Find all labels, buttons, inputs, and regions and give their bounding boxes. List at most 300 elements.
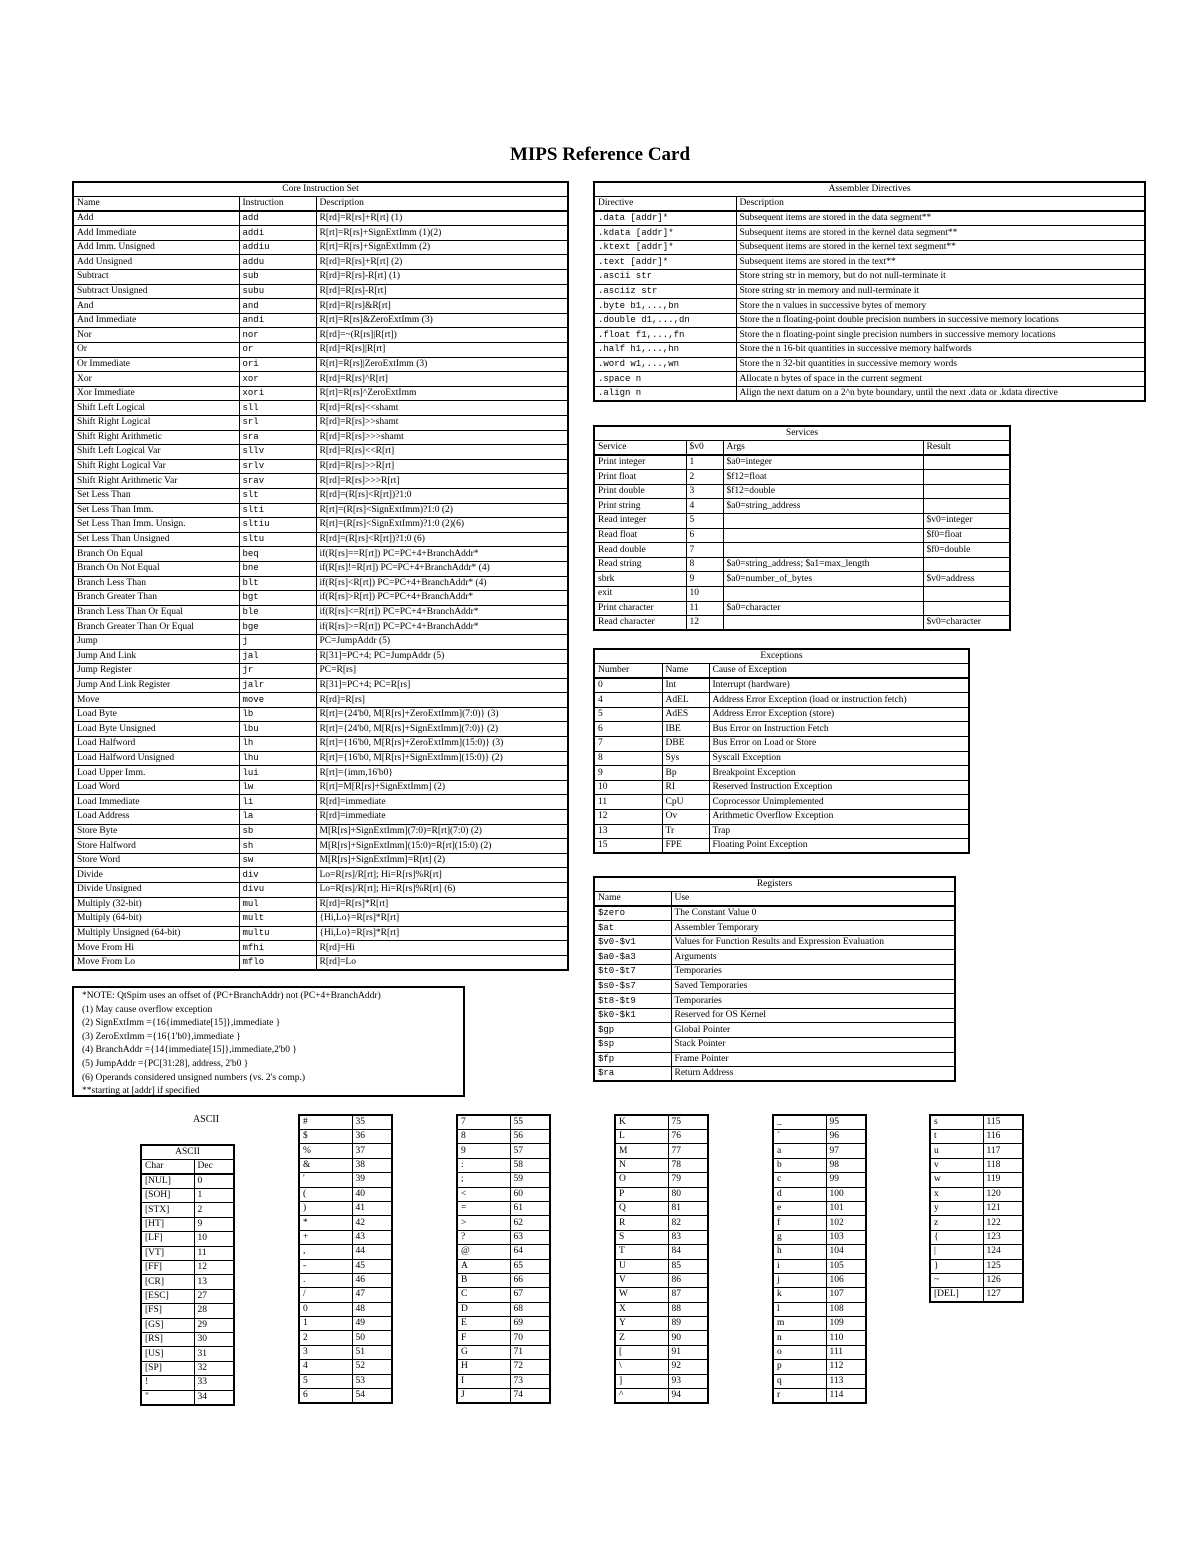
directive-description: Store string str in memory and null-terminate it bbox=[736, 284, 1145, 299]
instruction-mnemonic: sw bbox=[239, 853, 316, 868]
table-row bbox=[73, 591, 568, 606]
instruction-mnemonic: srlv bbox=[239, 459, 316, 474]
instruction-mnemonic: add bbox=[239, 211, 316, 226]
exception-number: 13 bbox=[594, 824, 662, 839]
instruction-description: R[31]=PC+4; PC=JumpAddr (5) bbox=[316, 649, 568, 664]
service-args: $a0=integer bbox=[723, 455, 923, 470]
table-row bbox=[594, 557, 1010, 572]
table-row bbox=[615, 1173, 708, 1187]
instruction-name: Load Byte Unsigned bbox=[73, 722, 239, 737]
table-row bbox=[299, 1389, 392, 1404]
ascii-char: J bbox=[457, 1389, 510, 1404]
ascii-dec: 127 bbox=[983, 1288, 1023, 1303]
table-row bbox=[141, 1232, 234, 1246]
table-row bbox=[141, 1174, 234, 1189]
instruction-description: R[rd]=R[rs] bbox=[316, 693, 568, 708]
table-row bbox=[141, 1376, 234, 1390]
ascii-dec: 75 bbox=[668, 1115, 708, 1130]
table-row bbox=[73, 780, 568, 795]
instruction-name: Add Unsigned bbox=[73, 255, 239, 270]
table-row bbox=[594, 226, 1145, 241]
ascii-char: [STX] bbox=[141, 1203, 194, 1217]
directive-name: .space n bbox=[594, 372, 736, 387]
ascii-dec: 55 bbox=[510, 1115, 550, 1130]
table-row bbox=[73, 226, 568, 241]
instruction-mnemonic: mult bbox=[239, 912, 316, 927]
table-row bbox=[615, 1288, 708, 1302]
table-row bbox=[930, 1245, 1023, 1259]
exception-cause: Syscall Exception bbox=[709, 751, 969, 766]
instruction-mnemonic: andi bbox=[239, 313, 316, 328]
instruction-mnemonic: move bbox=[239, 693, 316, 708]
service-name: Read float bbox=[594, 528, 686, 543]
directive-name: .float f1,...,fn bbox=[594, 328, 736, 343]
ascii-dec: 107 bbox=[826, 1288, 866, 1302]
exception-cause: Bus Error on Instruction Fetch bbox=[709, 722, 969, 737]
instruction-description: R[rt]={16'b0, M[R[rs]+SignExtImm](15:0)} (2) bbox=[316, 751, 568, 766]
register-use: The Constant Value 0 bbox=[671, 906, 955, 921]
instruction-description: R[rt]={24'b0, M[R[rs]+SignExtImm](7:0)} (2) bbox=[316, 722, 568, 737]
ascii-dec: 72 bbox=[510, 1360, 550, 1374]
table-row bbox=[457, 1273, 550, 1287]
column-header: Cause of Exception bbox=[709, 664, 969, 679]
table-row bbox=[73, 503, 568, 518]
ascii-dec: 88 bbox=[668, 1302, 708, 1316]
ascii-dec: 77 bbox=[668, 1144, 708, 1158]
instruction-name: Multiply (32-bit) bbox=[73, 897, 239, 912]
ascii-dec: 122 bbox=[983, 1216, 1023, 1230]
table-row bbox=[73, 620, 568, 635]
instruction-name: Branch Less Than Or Equal bbox=[73, 605, 239, 620]
table-row bbox=[141, 1347, 234, 1361]
ascii-dec: 86 bbox=[668, 1273, 708, 1287]
exception-number: 5 bbox=[594, 707, 662, 722]
instruction-name: Branch Greater Than Or Equal bbox=[73, 620, 239, 635]
table-row bbox=[773, 1374, 866, 1388]
exception-name: DBE bbox=[662, 737, 709, 752]
ascii-dec: 89 bbox=[668, 1317, 708, 1331]
exception-cause: Address Error Exception (load or instruction fetch) bbox=[709, 693, 969, 708]
ascii-dec: 31 bbox=[194, 1347, 234, 1361]
table-row bbox=[930, 1201, 1023, 1215]
table-row bbox=[299, 1130, 392, 1144]
service-result: $v0=character bbox=[923, 616, 1010, 631]
service-args bbox=[723, 616, 923, 631]
table-row bbox=[594, 270, 1145, 285]
service-code: 6 bbox=[686, 528, 723, 543]
register-use: Temporaries bbox=[671, 965, 955, 980]
instruction-name: Shift Left Logical Var bbox=[73, 445, 239, 460]
table-row bbox=[73, 211, 568, 226]
table-row bbox=[73, 737, 568, 752]
table-row bbox=[457, 1130, 550, 1144]
table-row bbox=[930, 1216, 1023, 1230]
table-row bbox=[73, 883, 568, 898]
ascii-dec: 83 bbox=[668, 1230, 708, 1244]
ascii-char: G bbox=[457, 1345, 510, 1359]
directive-description: Subsequent items are stored in the data segment** bbox=[736, 211, 1145, 226]
instruction-name: Set Less Than Unsigned bbox=[73, 532, 239, 547]
ascii-char: W bbox=[615, 1288, 668, 1302]
ascii-char: [HT] bbox=[141, 1217, 194, 1231]
ascii-dec: 84 bbox=[668, 1245, 708, 1259]
ascii-char: [GS] bbox=[141, 1318, 194, 1332]
ascii-char: h bbox=[773, 1245, 826, 1259]
ascii-dec: 42 bbox=[352, 1216, 392, 1230]
instruction-name: Add Imm. Unsigned bbox=[73, 240, 239, 255]
instruction-description: R[rd]=R[rs]^R[rt] bbox=[316, 372, 568, 387]
register-name: $zero bbox=[594, 906, 671, 921]
ascii-dec: 11 bbox=[194, 1246, 234, 1260]
ascii-char: P bbox=[615, 1187, 668, 1201]
table-row bbox=[73, 328, 568, 343]
ascii-dec: 65 bbox=[510, 1259, 550, 1273]
table-row bbox=[594, 810, 969, 825]
exception-name: IBE bbox=[662, 722, 709, 737]
column-header: Directive bbox=[594, 197, 736, 212]
directive-description: Allocate n bytes of space in the current segment bbox=[736, 372, 1145, 387]
table-row bbox=[930, 1288, 1023, 1303]
exception-name: AdES bbox=[662, 707, 709, 722]
exception-cause: Coprocessor Unimplemented bbox=[709, 795, 969, 810]
table-row bbox=[73, 693, 568, 708]
ascii-char: " bbox=[141, 1390, 194, 1405]
ascii-char: ( bbox=[299, 1187, 352, 1201]
ascii-dec: 87 bbox=[668, 1288, 708, 1302]
table-row bbox=[594, 240, 1145, 255]
ascii-dec: 80 bbox=[668, 1187, 708, 1201]
instruction-description: R[rt]={imm,16'b0} bbox=[316, 766, 568, 781]
table-row bbox=[594, 572, 1010, 587]
service-args: $f12=float bbox=[723, 470, 923, 485]
service-args: $a0=string_address; $a1=max_length bbox=[723, 557, 923, 572]
services-caption: Services bbox=[594, 426, 1010, 441]
directive-name: .byte b1,...,bn bbox=[594, 299, 736, 314]
table-row bbox=[594, 255, 1145, 270]
header-row bbox=[594, 664, 969, 679]
ascii-table-2 bbox=[298, 1114, 393, 1404]
table-row bbox=[73, 678, 568, 693]
table-row bbox=[457, 1345, 550, 1359]
instruction-mnemonic: blt bbox=[239, 576, 316, 591]
table-row bbox=[141, 1261, 234, 1275]
service-name: Print character bbox=[594, 601, 686, 616]
instruction-mnemonic: addiu bbox=[239, 240, 316, 255]
table-row bbox=[930, 1115, 1023, 1130]
instruction-name: Load Word bbox=[73, 780, 239, 795]
instruction-description: R[rt]=R[rs]+SignExtImm (1)(2) bbox=[316, 226, 568, 241]
table-row bbox=[615, 1360, 708, 1374]
instruction-description: R[rd]=R[rs]>>>R[rt] bbox=[316, 474, 568, 489]
instruction-description: R[rt]=R[rs]|ZeroExtImm (3) bbox=[316, 357, 568, 372]
ascii-dec: 33 bbox=[194, 1376, 234, 1390]
register-use: Assembler Temporary bbox=[671, 921, 955, 936]
ascii-char: I bbox=[457, 1374, 510, 1388]
ascii-char: L bbox=[615, 1130, 668, 1144]
ascii-char: ) bbox=[299, 1201, 352, 1215]
ascii-char: [RS] bbox=[141, 1333, 194, 1347]
ascii-dec: 54 bbox=[352, 1389, 392, 1404]
ascii-char: n bbox=[773, 1331, 826, 1345]
service-result bbox=[923, 499, 1010, 514]
column-header: Dec bbox=[194, 1160, 234, 1175]
instruction-mnemonic: slti bbox=[239, 503, 316, 518]
ascii-dec: 61 bbox=[510, 1201, 550, 1215]
directive-description: Subsequent items are stored in the text** bbox=[736, 255, 1145, 270]
exception-name: Int bbox=[662, 678, 709, 693]
instruction-name: Load Address bbox=[73, 810, 239, 825]
ascii-dec: 35 bbox=[352, 1115, 392, 1130]
table-row bbox=[73, 722, 568, 737]
table-row bbox=[615, 1158, 708, 1172]
service-code: 12 bbox=[686, 616, 723, 631]
ascii-char: - bbox=[299, 1259, 352, 1273]
instruction-description: if(R[rs]!=R[rt]) PC=PC+4+BranchAddr* (4) bbox=[316, 561, 568, 576]
ascii-dec: 96 bbox=[826, 1130, 866, 1144]
table-row bbox=[73, 824, 568, 839]
exception-name: Bp bbox=[662, 766, 709, 781]
table-row bbox=[615, 1389, 708, 1404]
table-row bbox=[73, 897, 568, 912]
table-row bbox=[773, 1345, 866, 1359]
ascii-char: [CR] bbox=[141, 1275, 194, 1289]
ascii-char: . bbox=[299, 1273, 352, 1287]
table-row bbox=[457, 1360, 550, 1374]
table-row bbox=[594, 587, 1010, 602]
table-row bbox=[457, 1245, 550, 1259]
instruction-mnemonic: and bbox=[239, 299, 316, 314]
table-row bbox=[73, 605, 568, 620]
ascii-char: : bbox=[457, 1158, 510, 1172]
instruction-mnemonic: bge bbox=[239, 620, 316, 635]
instruction-mnemonic: divu bbox=[239, 883, 316, 898]
instruction-name: Xor bbox=[73, 372, 239, 387]
instruction-mnemonic: ble bbox=[239, 605, 316, 620]
table-row bbox=[615, 1302, 708, 1316]
ascii-dec: 105 bbox=[826, 1259, 866, 1273]
table-row bbox=[594, 751, 969, 766]
ascii-dec: 114 bbox=[826, 1389, 866, 1404]
ascii-dec: 30 bbox=[194, 1333, 234, 1347]
ascii-char: w bbox=[930, 1173, 983, 1187]
table-row bbox=[299, 1144, 392, 1158]
table-row bbox=[773, 1317, 866, 1331]
register-name: $t8-$t9 bbox=[594, 994, 671, 1009]
instruction-mnemonic: srav bbox=[239, 474, 316, 489]
ascii-char: p bbox=[773, 1360, 826, 1374]
instruction-name: Shift Right Arithmetic bbox=[73, 430, 239, 445]
instruction-name: Xor Immediate bbox=[73, 386, 239, 401]
column-header: Service bbox=[594, 441, 686, 456]
ascii-dec: 82 bbox=[668, 1216, 708, 1230]
ascii-char: O bbox=[615, 1173, 668, 1187]
table-row bbox=[457, 1173, 550, 1187]
table-row bbox=[615, 1144, 708, 1158]
ascii-dec: 32 bbox=[194, 1361, 234, 1375]
header-row bbox=[141, 1160, 234, 1175]
exceptions-caption: Exceptions bbox=[594, 649, 969, 664]
table-row bbox=[299, 1331, 392, 1345]
service-name: Read string bbox=[594, 557, 686, 572]
instruction-description: R[rt]=R[rs]&ZeroExtImm (3) bbox=[316, 313, 568, 328]
table-row bbox=[594, 1052, 955, 1067]
table-row bbox=[594, 484, 1010, 499]
instruction-description: R[rd]=R[rs]-R[rt] bbox=[316, 284, 568, 299]
table-row bbox=[457, 1302, 550, 1316]
table-row bbox=[615, 1273, 708, 1287]
instruction-name: Load Halfword Unsigned bbox=[73, 751, 239, 766]
table-row bbox=[773, 1201, 866, 1215]
instruction-name: Jump bbox=[73, 634, 239, 649]
table-row bbox=[73, 853, 568, 868]
table-row bbox=[141, 1390, 234, 1405]
ascii-char: = bbox=[457, 1201, 510, 1215]
instruction-mnemonic: mflo bbox=[239, 955, 316, 970]
service-code: 9 bbox=[686, 572, 723, 587]
table-row bbox=[457, 1230, 550, 1244]
instruction-name: Subtract Unsigned bbox=[73, 284, 239, 299]
table-row bbox=[930, 1173, 1023, 1187]
ascii-dec: 39 bbox=[352, 1173, 392, 1187]
service-result bbox=[923, 587, 1010, 602]
ascii-dec: 85 bbox=[668, 1259, 708, 1273]
ascii-dec: 118 bbox=[983, 1158, 1023, 1172]
register-name: $k0-$k1 bbox=[594, 1008, 671, 1023]
ascii-dec: 29 bbox=[194, 1318, 234, 1332]
table-row bbox=[73, 343, 568, 358]
exception-number: 11 bbox=[594, 795, 662, 810]
instruction-mnemonic: sltiu bbox=[239, 518, 316, 533]
table-row bbox=[457, 1216, 550, 1230]
instruction-name: And bbox=[73, 299, 239, 314]
ascii-char: Q bbox=[615, 1201, 668, 1215]
table-row bbox=[773, 1288, 866, 1302]
instruction-name: Add Immediate bbox=[73, 226, 239, 241]
header-row bbox=[73, 197, 568, 212]
ascii-char: f bbox=[773, 1216, 826, 1230]
ascii-dec: 125 bbox=[983, 1259, 1023, 1273]
ascii-dec: 76 bbox=[668, 1130, 708, 1144]
ascii-dec: 13 bbox=[194, 1275, 234, 1289]
ascii-dec: 70 bbox=[510, 1331, 550, 1345]
instruction-mnemonic: nor bbox=[239, 328, 316, 343]
instruction-name: And Immediate bbox=[73, 313, 239, 328]
instruction-description: R[rt]={16'b0, M[R[rs]+ZeroExtImm](15:0)} (3) bbox=[316, 737, 568, 752]
service-result bbox=[923, 557, 1010, 572]
ascii-char: \ bbox=[615, 1360, 668, 1374]
instruction-name: Set Less Than Imm. bbox=[73, 503, 239, 518]
ascii-dec: 121 bbox=[983, 1201, 1023, 1215]
ascii-dec: 48 bbox=[352, 1302, 392, 1316]
table-row bbox=[73, 416, 568, 431]
ascii-dec: 66 bbox=[510, 1273, 550, 1287]
ascii-char: $ bbox=[299, 1130, 352, 1144]
instruction-mnemonic: addu bbox=[239, 255, 316, 270]
table-row bbox=[141, 1246, 234, 1260]
ascii-char: s bbox=[930, 1115, 983, 1130]
table-row bbox=[73, 839, 568, 854]
instruction-description: R[rd]=R[rs]|R[rt] bbox=[316, 343, 568, 358]
ascii-char: k bbox=[773, 1288, 826, 1302]
instruction-name: Set Less Than bbox=[73, 488, 239, 503]
ascii-char: t bbox=[930, 1130, 983, 1144]
table-row bbox=[457, 1115, 550, 1130]
column-header: Number bbox=[594, 664, 662, 679]
instruction-description: PC=JumpAddr (5) bbox=[316, 634, 568, 649]
table-row bbox=[299, 1187, 392, 1201]
instruction-mnemonic: sb bbox=[239, 824, 316, 839]
instruction-mnemonic: lb bbox=[239, 707, 316, 722]
ascii-dec: 116 bbox=[983, 1130, 1023, 1144]
table-row bbox=[141, 1304, 234, 1318]
ascii-dec: 57 bbox=[510, 1144, 550, 1158]
table-row bbox=[594, 994, 955, 1009]
ascii-dec: 38 bbox=[352, 1158, 392, 1172]
register-name: $t0-$t7 bbox=[594, 965, 671, 980]
ascii-dec: 97 bbox=[826, 1144, 866, 1158]
ascii-char: M bbox=[615, 1144, 668, 1158]
ascii-dec: 94 bbox=[668, 1389, 708, 1404]
ascii-dec: 43 bbox=[352, 1230, 392, 1244]
ascii-char: { bbox=[930, 1230, 983, 1244]
service-args: $a0=number_of_bytes bbox=[723, 572, 923, 587]
table-row bbox=[594, 616, 1010, 631]
register-name: $s0-$s7 bbox=[594, 979, 671, 994]
ascii-char: % bbox=[299, 1144, 352, 1158]
instruction-mnemonic: lh bbox=[239, 737, 316, 752]
ascii-char: / bbox=[299, 1288, 352, 1302]
ascii-dec: 100 bbox=[826, 1187, 866, 1201]
ascii-table-4 bbox=[614, 1114, 709, 1404]
table-row bbox=[594, 1023, 955, 1038]
ascii-dec: 98 bbox=[826, 1158, 866, 1172]
table-row bbox=[73, 299, 568, 314]
directive-name: .text [addr]* bbox=[594, 255, 736, 270]
ascii-dec: 41 bbox=[352, 1201, 392, 1215]
ascii-dec: 81 bbox=[668, 1201, 708, 1215]
table-row bbox=[73, 284, 568, 299]
table-row bbox=[299, 1216, 392, 1230]
exception-name: AdEL bbox=[662, 693, 709, 708]
table-row bbox=[773, 1216, 866, 1230]
ascii-char: v bbox=[930, 1158, 983, 1172]
registers-caption: Registers bbox=[594, 877, 955, 892]
service-code: 5 bbox=[686, 514, 723, 529]
instruction-mnemonic: lbu bbox=[239, 722, 316, 737]
instruction-description: R[rt]=(R[rs]<SignExtImm)?1:0 (2) bbox=[316, 503, 568, 518]
exception-cause: Arithmetic Overflow Exception bbox=[709, 810, 969, 825]
register-use: Stack Pointer bbox=[671, 1038, 955, 1053]
column-header: Result bbox=[923, 441, 1010, 456]
column-header: $v0 bbox=[686, 441, 723, 456]
instruction-mnemonic: slt bbox=[239, 488, 316, 503]
ascii-char: r bbox=[773, 1389, 826, 1404]
instruction-mnemonic: mfhi bbox=[239, 941, 316, 956]
ascii-dec: 123 bbox=[983, 1230, 1023, 1244]
ascii-char: [LF] bbox=[141, 1232, 194, 1246]
instruction-description: {Hi,Lo}=R[rs]*R[rt] bbox=[316, 912, 568, 927]
ascii-char: q bbox=[773, 1374, 826, 1388]
ascii-dec: 73 bbox=[510, 1374, 550, 1388]
instruction-name: Store Byte bbox=[73, 824, 239, 839]
note-line: *NOTE: QtSpim uses an offset of (PC+BranchAddr) not (PC+4+BranchAddr) bbox=[82, 991, 381, 1001]
ascii-char: K bbox=[615, 1115, 668, 1130]
table-row bbox=[457, 1288, 550, 1302]
service-result: $f0=float bbox=[923, 528, 1010, 543]
instruction-name: Load Byte bbox=[73, 707, 239, 722]
table-row bbox=[594, 1038, 955, 1053]
ascii-char: E bbox=[457, 1317, 510, 1331]
